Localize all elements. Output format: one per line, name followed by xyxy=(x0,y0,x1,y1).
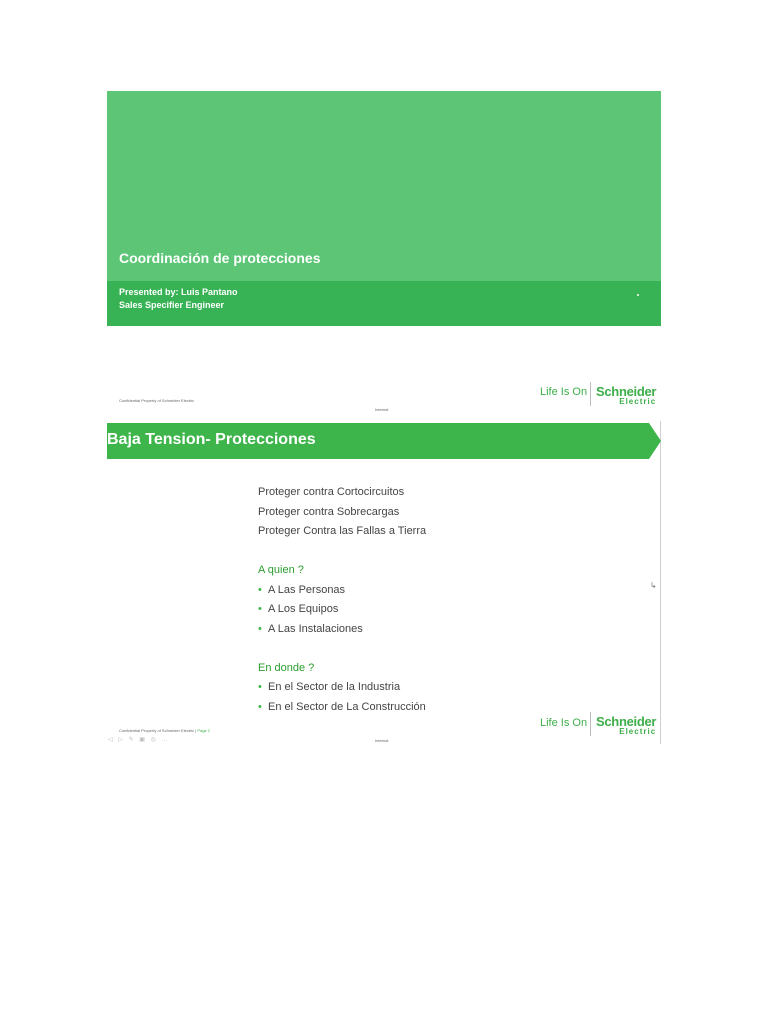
brand-name-bottom: Electric xyxy=(619,727,657,736)
bullet-dot-icon xyxy=(637,294,639,296)
schneider-electric-logo xyxy=(596,385,656,406)
slide-edge xyxy=(660,421,661,744)
slide-2-content xyxy=(258,483,426,717)
mouse-cursor-icon: ↳ xyxy=(650,581,657,590)
presenter-info xyxy=(119,286,238,312)
content-line: Proteger Contra las Fallas a Tierra xyxy=(258,525,427,537)
slide-2 xyxy=(107,421,661,744)
slide-1-title: Coordinación de protecciones xyxy=(119,250,321,266)
list-item: • A Las Instalaciones xyxy=(258,620,426,640)
presenter-role: Sales Specifier Engineer xyxy=(119,300,225,310)
footer-confidential: Confidential Property of Schneider Electric | Page 2 xyxy=(119,728,211,733)
list-item: • En el Sector de La Construcción xyxy=(258,698,426,718)
brand-name-top: Schneider xyxy=(596,384,657,399)
presenter-name: Presented by: Luis Pantano xyxy=(119,287,238,297)
list-item: • A Las Personas xyxy=(258,581,426,601)
life-is-on-logo: Life Is On xyxy=(540,717,588,729)
slide-1 xyxy=(107,91,661,420)
page-number: Page 2 xyxy=(197,728,211,733)
list-item: • A Los Equipos xyxy=(258,600,426,620)
brand-name-top: Schneider xyxy=(596,714,657,729)
logo-divider xyxy=(590,712,591,736)
banner-arrow-icon xyxy=(649,423,661,459)
schneider-electric-logo xyxy=(596,715,656,736)
content-line: Proteger contra Cortocircuitos xyxy=(258,486,405,498)
footer-confidential: Confidential Property of Schneider Electric xyxy=(119,398,195,403)
section-heading-who: A quien ? xyxy=(258,564,304,576)
slide-nav-controls-icon[interactable]: ◁ ▷ ✎ ▣ ◎ … xyxy=(108,737,170,743)
list-item: • En el Sector de la Industria xyxy=(258,678,426,698)
footer-internal: Internal xyxy=(375,738,389,743)
section-heading-where: En donde ? xyxy=(258,661,315,674)
logo-divider xyxy=(590,382,591,406)
brand-name-bottom: Electric xyxy=(619,397,657,406)
life-is-on-logo: Life Is On xyxy=(540,386,588,398)
footer-internal: Internal xyxy=(375,407,389,412)
content-line: Proteger contra Sobrecargas xyxy=(258,505,400,518)
slide-2-title: Baja Tension- Protecciones xyxy=(107,431,316,448)
